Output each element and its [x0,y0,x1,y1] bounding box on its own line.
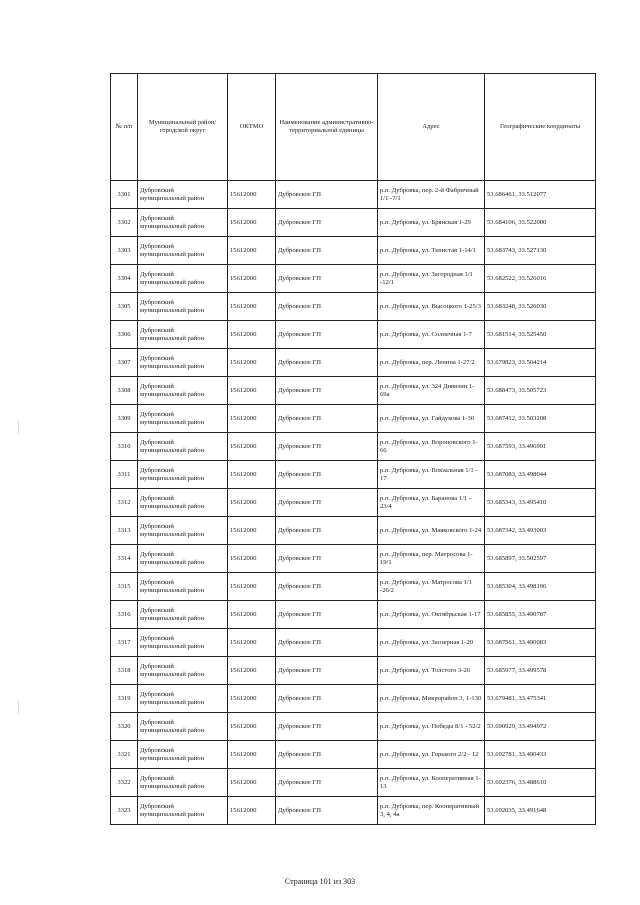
cell-coordinates: 53.683743, 33.527130 [485,237,596,265]
cell-oktmo: 15612000 [228,685,276,713]
cell-address: р.п. Дубровка, ул. Толстого 3-26 [378,657,485,685]
cell-unit: Дубровское ГП [276,629,378,657]
table-row [111,685,596,713]
cell-address: р.п. Дубровка, ул. Гайдукова 1-30 [378,405,485,433]
cell-municipality [138,461,228,489]
cell-unit: Дубровское ГП [276,601,378,629]
cell-municipality [138,489,228,517]
table-header-row [111,74,596,181]
cell-unit: Дубровское ГП [276,713,378,741]
cell-number: 3309 [111,405,138,433]
municipality-line-2: муниципальный район [140,726,205,734]
table-row [111,629,596,657]
table-row [111,349,596,377]
cell-number: 3317 [111,629,138,657]
cell-oktmo: 15612000 [228,489,276,517]
municipality-line-2: муниципальный район [140,194,205,202]
cell-unit: Дубровское ГП [276,769,378,797]
cell-unit: Дубровское ГП [276,433,378,461]
cell-oktmo: 15612000 [228,377,276,405]
municipality-line-1: Дубровский [140,326,174,334]
cell-address: р.п. Дубровка, ул. Кооперативная 1-13 [378,769,485,797]
cell-unit: Дубровское ГП [276,349,378,377]
cell-coordinates: 53.692035, 33.491648 [485,797,596,825]
cell-number: 3305 [111,293,138,321]
cell-oktmo: 15612000 [228,545,276,573]
table-row [111,293,596,321]
cell-oktmo: 15612000 [228,797,276,825]
cell-number: 3314 [111,545,138,573]
cell-unit: Дубровское ГП [276,741,378,769]
cell-oktmo: 15612000 [228,769,276,797]
cell-number: 3304 [111,265,138,293]
municipality-line-2: муниципальный район [140,306,205,314]
cell-oktmo: 15612000 [228,349,276,377]
cell-oktmo: 15612000 [228,573,276,601]
cell-unit: Дубровское ГП [276,545,378,573]
cell-address: р.п. Дубровка, ул. Горького 2/2 - 12 [378,741,485,769]
municipality-line-1: Дубровский [140,298,174,306]
table-row [111,405,596,433]
cell-oktmo: 15612000 [228,265,276,293]
cell-municipality [138,741,228,769]
municipality-line-2: муниципальный район [140,222,205,230]
table-row [111,545,596,573]
cell-oktmo: 15612000 [228,321,276,349]
table-row [111,209,596,237]
cell-unit: Дубровское ГП [276,517,378,545]
header-oktmo: ОКТМО [228,74,276,181]
cell-coordinates: 53.686461, 33.512077 [485,181,596,209]
cell-address: р.п. Дубровка, пер. Кооперативный 3, 4, 4а [378,797,485,825]
cell-municipality [138,321,228,349]
cell-coordinates: 53.690929, 33.494972 [485,713,596,741]
cell-number: 3321 [111,741,138,769]
cell-address: р.п. Дубровка, Микрорайон 3, 1-130 [378,685,485,713]
table-row [111,433,596,461]
cell-address: р.п. Дубровка, ул. Солнечная 1-7 [378,321,485,349]
municipality-line-1: Дубровский [140,522,174,530]
municipality-line-1: Дубровский [140,438,174,446]
cell-unit: Дубровское ГП [276,377,378,405]
municipality-line-1: Дубровский [140,746,174,754]
cell-municipality [138,405,228,433]
cell-oktmo: 15612000 [228,517,276,545]
cell-oktmo: 15612000 [228,713,276,741]
municipality-line-1: Дубровский [140,690,174,698]
cell-address: р.п. Дубровка, ул. Баранова 1/1 - 23/4 [378,489,485,517]
cell-oktmo: 15612000 [228,293,276,321]
cell-municipality [138,713,228,741]
cell-coordinates: 53.692376, 33.488610 [485,769,596,797]
municipality-line-1: Дубровский [140,606,174,614]
cell-municipality [138,433,228,461]
scan-mark [18,420,19,434]
municipality-line-2: муниципальный район [140,698,205,706]
municipality-line-1: Дубровский [140,354,174,362]
cell-oktmo: 15612000 [228,237,276,265]
cell-coordinates: 53.685897, 33.502597 [485,545,596,573]
table-row [111,237,596,265]
municipality-line-2: муниципальный район [140,670,205,678]
municipality-line-2: муниципальный район [140,614,205,622]
cell-address: р.п. Дубровка, ул. Тенистая 1-14/1 [378,237,485,265]
header-municipality: Муниципальный район/городской округ [138,74,228,181]
cell-coordinates: 53.679823, 33.504214 [485,349,596,377]
table-row [111,713,596,741]
cell-unit: Дубровское ГП [276,685,378,713]
cell-coordinates: 53.688473, 33.505723 [485,377,596,405]
table-row [111,517,596,545]
cell-municipality [138,797,228,825]
scan-mark [18,700,19,714]
cell-number: 3301 [111,181,138,209]
cell-municipality [138,629,228,657]
cell-coordinates: 53.687342, 33.493003 [485,517,596,545]
municipality-line-1: Дубровский [140,774,174,782]
cell-unit: Дубровское ГП [276,265,378,293]
municipality-line-1: Дубровский [140,410,174,418]
cell-unit: Дубровское ГП [276,573,378,601]
cell-unit: Дубровское ГП [276,321,378,349]
cell-oktmo: 15612000 [228,601,276,629]
cell-address: р.п. Дубровка, ул. Маяковского 1-24 [378,517,485,545]
municipality-line-1: Дубровский [140,186,174,194]
table-row [111,461,596,489]
municipality-line-1: Дубровский [140,242,174,250]
cell-unit: Дубровское ГП [276,797,378,825]
cell-address: р.п. Дубровка, ул. Загородная 1/1 -12/1 [378,265,485,293]
municipality-line-2: муниципальный район [140,558,205,566]
cell-number: 3312 [111,489,138,517]
header-address: Адрес [378,74,485,181]
municipality-line-1: Дубровский [140,494,174,502]
municipality-line-2: муниципальный район [140,278,205,286]
cell-address: р.п. Дубровка, ул. Брянская 1-29 [378,209,485,237]
cell-number: 3316 [111,601,138,629]
table-row [111,377,596,405]
municipality-line-1: Дубровский [140,270,174,278]
register-table [110,73,596,825]
municipality-line-2: муниципальный район [140,474,205,482]
cell-oktmo: 15612000 [228,629,276,657]
cell-address: р.п. Дубровка, пер. 2-й Фабричный 1/1 -7/1 [378,181,485,209]
cell-coordinates: 53.685977, 33.499578 [485,657,596,685]
cell-municipality [138,237,228,265]
cell-address: р.п. Дубровка, ул. Вороновского 1-66 [378,433,485,461]
cell-municipality [138,601,228,629]
municipality-line-2: муниципальный район [140,502,205,510]
municipality-line-1: Дубровский [140,578,174,586]
cell-municipality [138,769,228,797]
cell-number: 3320 [111,713,138,741]
cell-unit: Дубровское ГП [276,237,378,265]
cell-number: 3308 [111,377,138,405]
cell-unit: Дубровское ГП [276,293,378,321]
table-row [111,769,596,797]
cell-number: 3303 [111,237,138,265]
cell-municipality [138,517,228,545]
table-row [111,265,596,293]
municipality-line-2: муниципальный район [140,250,205,258]
cell-unit: Дубровское ГП [276,489,378,517]
table-row [111,321,596,349]
page-number: Страница 101 из 303 [284,877,356,886]
municipality-line-2: муниципальный район [140,418,205,426]
cell-number: 3322 [111,769,138,797]
cell-municipality [138,293,228,321]
cell-number: 3307 [111,349,138,377]
header-unit: Наименование административно-территориальной единицы [276,74,378,181]
cell-coordinates: 53.687561, 33.490083 [485,629,596,657]
municipality-line-2: муниципальный район [140,446,205,454]
table-row [111,573,596,601]
cell-number: 3311 [111,461,138,489]
cell-municipality [138,545,228,573]
cell-municipality [138,685,228,713]
cell-coordinates: 53.685304, 33.498196 [485,573,596,601]
municipality-line-1: Дубровский [140,634,174,642]
table-row [111,489,596,517]
municipality-line-1: Дубровский [140,662,174,670]
cell-number: 3310 [111,433,138,461]
cell-coordinates: 53.684106, 33.522000 [485,209,596,237]
municipality-line-1: Дубровский [140,550,174,558]
cell-number: 3306 [111,321,138,349]
cell-address: р.п. Дубровка, ул. 324 Дивизии 1-69а [378,377,485,405]
table-row [111,657,596,685]
municipality-line-2: муниципальный район [140,334,205,342]
cell-address: р.п. Дубровка, ул. Победы 8/1 - 52/2 [378,713,485,741]
cell-address: р.п. Дубровка, ул. Высоцкого 1-25/3 [378,293,485,321]
table-row [111,601,596,629]
cell-address: р.п. Дубровка, ул. Октябрьская 1-17 [378,601,485,629]
header-coords: Географические координаты [485,74,596,181]
table-row [111,797,596,825]
cell-number: 3313 [111,517,138,545]
cell-municipality [138,657,228,685]
municipality-line-2: муниципальный район [140,810,205,818]
cell-coordinates: 53.692781, 33.490433 [485,741,596,769]
cell-number: 3323 [111,797,138,825]
cell-municipality [138,573,228,601]
cell-coordinates: 53.685855, 33.490787 [485,601,596,629]
cell-address: р.п. Дубровка, пер. Матросова 1-19/1 [378,545,485,573]
cell-oktmo: 15612000 [228,181,276,209]
cell-number: 3318 [111,657,138,685]
cell-municipality [138,265,228,293]
municipality-line-2: муниципальный район [140,530,205,538]
cell-number: 3319 [111,685,138,713]
cell-oktmo: 15612000 [228,741,276,769]
cell-address: р.п. Дубровка, ул. Заозерная 1-20 [378,629,485,657]
municipality-line-2: муниципальный район [140,782,205,790]
cell-unit: Дубровское ГП [276,657,378,685]
cell-oktmo: 15612000 [228,433,276,461]
municipality-line-2: муниципальный район [140,642,205,650]
cell-unit: Дубровское ГП [276,181,378,209]
municipality-line-1: Дубровский [140,382,174,390]
cell-coordinates: 53.682522, 33.526016 [485,265,596,293]
cell-number: 3315 [111,573,138,601]
municipality-line-2: муниципальный район [140,390,205,398]
table-row [111,741,596,769]
cell-municipality [138,209,228,237]
cell-unit: Дубровское ГП [276,209,378,237]
municipality-line-1: Дубровский [140,802,174,810]
cell-unit: Дубровское ГП [276,405,378,433]
cell-municipality [138,181,228,209]
cell-number: 3302 [111,209,138,237]
cell-municipality [138,349,228,377]
cell-oktmo: 15612000 [228,405,276,433]
municipality-line-2: муниципальный район [140,754,205,762]
cell-address: р.п. Дубровка, пер. Ленина 1-27/2 [378,349,485,377]
cell-address: р.п. Дубровка, ул. Матросова 1/1 -26/2 [378,573,485,601]
table-row [111,181,596,209]
cell-coordinates: 53.687083, 33.498044 [485,461,596,489]
cell-address: р.п. Дубровка, ул. Вокзальная 1/1 - 17 [378,461,485,489]
cell-oktmo: 15612000 [228,209,276,237]
municipality-line-2: муниципальный район [140,586,205,594]
municipality-line-1: Дубровский [140,466,174,474]
cell-municipality [138,377,228,405]
municipality-line-1: Дубровский [140,718,174,726]
municipality-line-1: Дубровский [140,214,174,222]
cell-coordinates: 53.687412, 33.503208 [485,405,596,433]
cell-coordinates: 53.683248, 33.526030 [485,293,596,321]
municipality-line-2: муниципальный район [140,362,205,370]
cell-coordinates: 53.679481, 33.475341 [485,685,596,713]
cell-oktmo: 15612000 [228,461,276,489]
header-num: № п/п [111,74,138,181]
cell-oktmo: 15612000 [228,657,276,685]
cell-coordinates: 53.685343, 33.495410 [485,489,596,517]
cell-unit: Дубровское ГП [276,461,378,489]
cell-coordinates: 53.687593, 33.496991 [485,433,596,461]
cell-coordinates: 53.681514, 33.525450 [485,321,596,349]
